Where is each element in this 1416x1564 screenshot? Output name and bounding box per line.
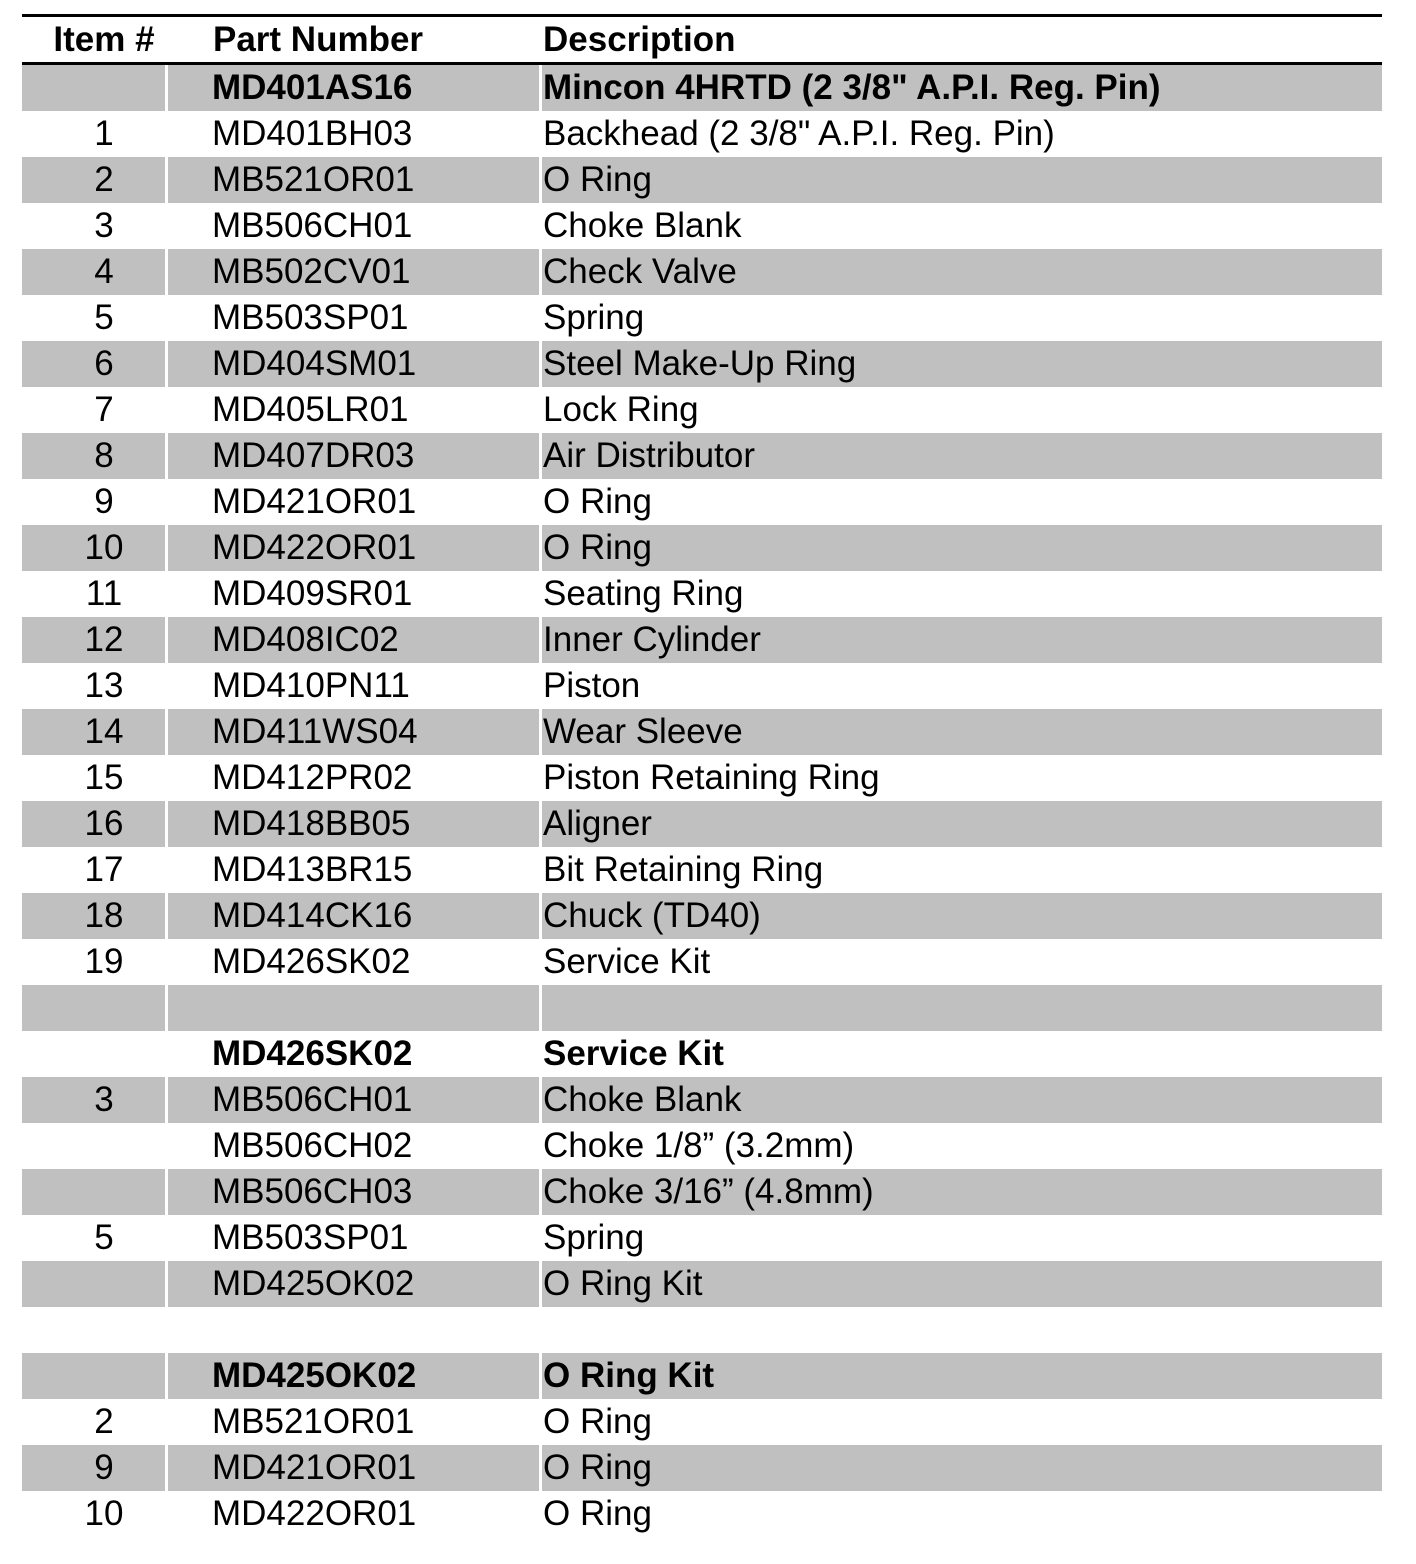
table-row	[22, 295, 1382, 341]
table-row	[22, 433, 1382, 479]
item-number: 10	[84, 1494, 124, 1533]
description: Choke Blank	[543, 1080, 742, 1119]
table-row	[22, 939, 1382, 985]
item-number	[22, 65, 186, 111]
part-number: MD421OR01	[212, 1448, 417, 1487]
part-number: MD401BH03	[212, 114, 413, 153]
table-row	[22, 111, 1382, 157]
part-number: MB506CH01	[212, 1080, 413, 1119]
part-number: MD401AS16	[212, 68, 413, 107]
part-number: MD407DR03	[212, 436, 415, 475]
item-number	[22, 985, 186, 1031]
table-row	[22, 1353, 1382, 1399]
part-number: MB506CH02	[212, 1126, 413, 1165]
part-number: MB503SP01	[212, 298, 409, 337]
part-number: MB506CH01	[212, 206, 413, 245]
part-number: MD405LR01	[212, 390, 409, 429]
table-row	[22, 1261, 1382, 1307]
part-number: MD414CK16	[212, 896, 413, 935]
item-number: 17	[84, 850, 124, 889]
part-number: MD425OK02	[212, 1356, 417, 1395]
part-number: MD421OR01	[212, 482, 417, 521]
part-number: MB503SP01	[212, 1218, 409, 1257]
table-row	[22, 387, 1382, 433]
table-row	[22, 571, 1382, 617]
table-row	[22, 157, 1382, 203]
description: Choke 3/16” (4.8mm)	[543, 1172, 874, 1211]
table-row	[22, 1123, 1382, 1169]
table-row	[22, 617, 1382, 663]
part-number: MD411WS04	[212, 712, 418, 751]
table-row	[22, 663, 1382, 709]
part-number: MD426SK02	[212, 942, 411, 981]
part-number: MB502CV01	[212, 252, 411, 291]
part-number: MD413BR15	[212, 850, 413, 889]
item-number: 1	[94, 114, 114, 153]
item-number: 2	[94, 160, 114, 199]
part-number: MD409SR01	[212, 574, 413, 613]
description: Service Kit	[543, 1034, 724, 1073]
part-number: MD412PR02	[212, 758, 413, 797]
description: Choke 1/8” (3.2mm)	[543, 1126, 855, 1165]
table-header	[22, 17, 1382, 62]
description: Choke Blank	[543, 206, 742, 245]
description: Wear Sleeve	[543, 712, 743, 751]
description: Air Distributor	[543, 436, 755, 475]
description: O Ring	[543, 528, 652, 567]
item-number: 7	[94, 390, 114, 429]
item-number: 14	[84, 712, 124, 751]
item-number: 15	[84, 758, 124, 797]
item-number: 3	[94, 1080, 114, 1119]
part-number: MD426SK02	[212, 1034, 413, 1073]
description: Mincon 4HRTD (2 3/8" A.P.I. Reg. Pin)	[543, 68, 1161, 107]
table-row	[22, 755, 1382, 801]
item-number: 5	[94, 1218, 114, 1257]
item-number	[22, 1261, 186, 1307]
description: Spring	[543, 298, 645, 337]
part-number: MD422OR01	[212, 528, 417, 567]
table-row	[22, 341, 1382, 387]
item-number	[22, 1123, 186, 1169]
item-number	[22, 1031, 186, 1077]
table-row	[22, 525, 1382, 571]
part-number: MB521OR01	[212, 160, 415, 199]
description: O Ring Kit	[543, 1264, 703, 1303]
description: O Ring	[543, 1494, 652, 1533]
item-number: 11	[85, 574, 123, 613]
description: O Ring	[543, 1448, 652, 1487]
table-row	[22, 847, 1382, 893]
description: Seating Ring	[543, 574, 744, 613]
table-row	[22, 1307, 1382, 1353]
description: Piston Retaining Ring	[543, 758, 880, 797]
description: O Ring	[543, 482, 652, 521]
table-row	[22, 1445, 1382, 1491]
table-row	[22, 249, 1382, 295]
item-number: 18	[84, 896, 124, 935]
part-number: MB506CH03	[212, 1172, 413, 1211]
table-row	[22, 479, 1382, 525]
part-number: MD404SM01	[212, 344, 417, 383]
description: Chuck (TD40)	[543, 896, 761, 935]
item-number	[22, 1169, 186, 1215]
item-number: 2	[94, 1402, 114, 1441]
part-number: MB521OR01	[212, 1402, 415, 1441]
description: Inner Cylinder	[543, 620, 761, 659]
item-number: 6	[94, 344, 114, 383]
part-number: MD425OK02	[212, 1264, 415, 1303]
item-number	[22, 1353, 186, 1399]
item-number: 13	[84, 666, 124, 705]
description: Piston	[543, 666, 641, 705]
description: O Ring	[543, 1402, 652, 1441]
part-number: MD408IC02	[212, 620, 399, 659]
table-row	[22, 1399, 1382, 1445]
table-row	[22, 1491, 1382, 1537]
header-description: Description	[543, 20, 736, 59]
table-row	[22, 1169, 1382, 1215]
description: Steel Make-Up Ring	[543, 344, 857, 383]
item-number: 9	[94, 1448, 114, 1487]
table-row	[22, 985, 1382, 1031]
item-number	[22, 1307, 186, 1353]
table-row	[22, 1215, 1382, 1261]
table-row	[22, 1077, 1382, 1123]
header-item: Item #	[53, 20, 155, 59]
description: O Ring	[543, 160, 652, 199]
table-row	[22, 893, 1382, 939]
description: Backhead (2 3/8" A.P.I. Reg. Pin)	[543, 114, 1055, 153]
table-row	[22, 65, 1382, 111]
item-number: 8	[94, 436, 114, 475]
table-row	[22, 709, 1382, 755]
table-row	[22, 801, 1382, 847]
part-number: MD422OR01	[212, 1494, 417, 1533]
header-part-number: Part Number	[213, 20, 424, 59]
item-number: 4	[94, 252, 114, 291]
description: O Ring Kit	[543, 1356, 715, 1395]
part-number: MD410PN11	[212, 666, 410, 705]
item-number: 19	[84, 942, 124, 981]
item-number: 3	[94, 206, 114, 245]
part-number: MD418BB05	[212, 804, 411, 843]
table-row	[22, 203, 1382, 249]
parts-table	[22, 65, 1382, 1537]
table-row	[22, 1031, 1382, 1077]
description: Bit Retaining Ring	[543, 850, 824, 889]
item-number: 16	[84, 804, 124, 843]
item-number: 10	[84, 528, 124, 567]
description: Service Kit	[543, 942, 711, 981]
description: Lock Ring	[543, 390, 699, 429]
description: Check Valve	[543, 252, 737, 291]
item-number: 9	[94, 482, 114, 521]
item-number: 5	[94, 298, 114, 337]
description: Aligner	[543, 804, 652, 843]
description: Spring	[543, 1218, 645, 1257]
item-number: 12	[84, 620, 124, 659]
